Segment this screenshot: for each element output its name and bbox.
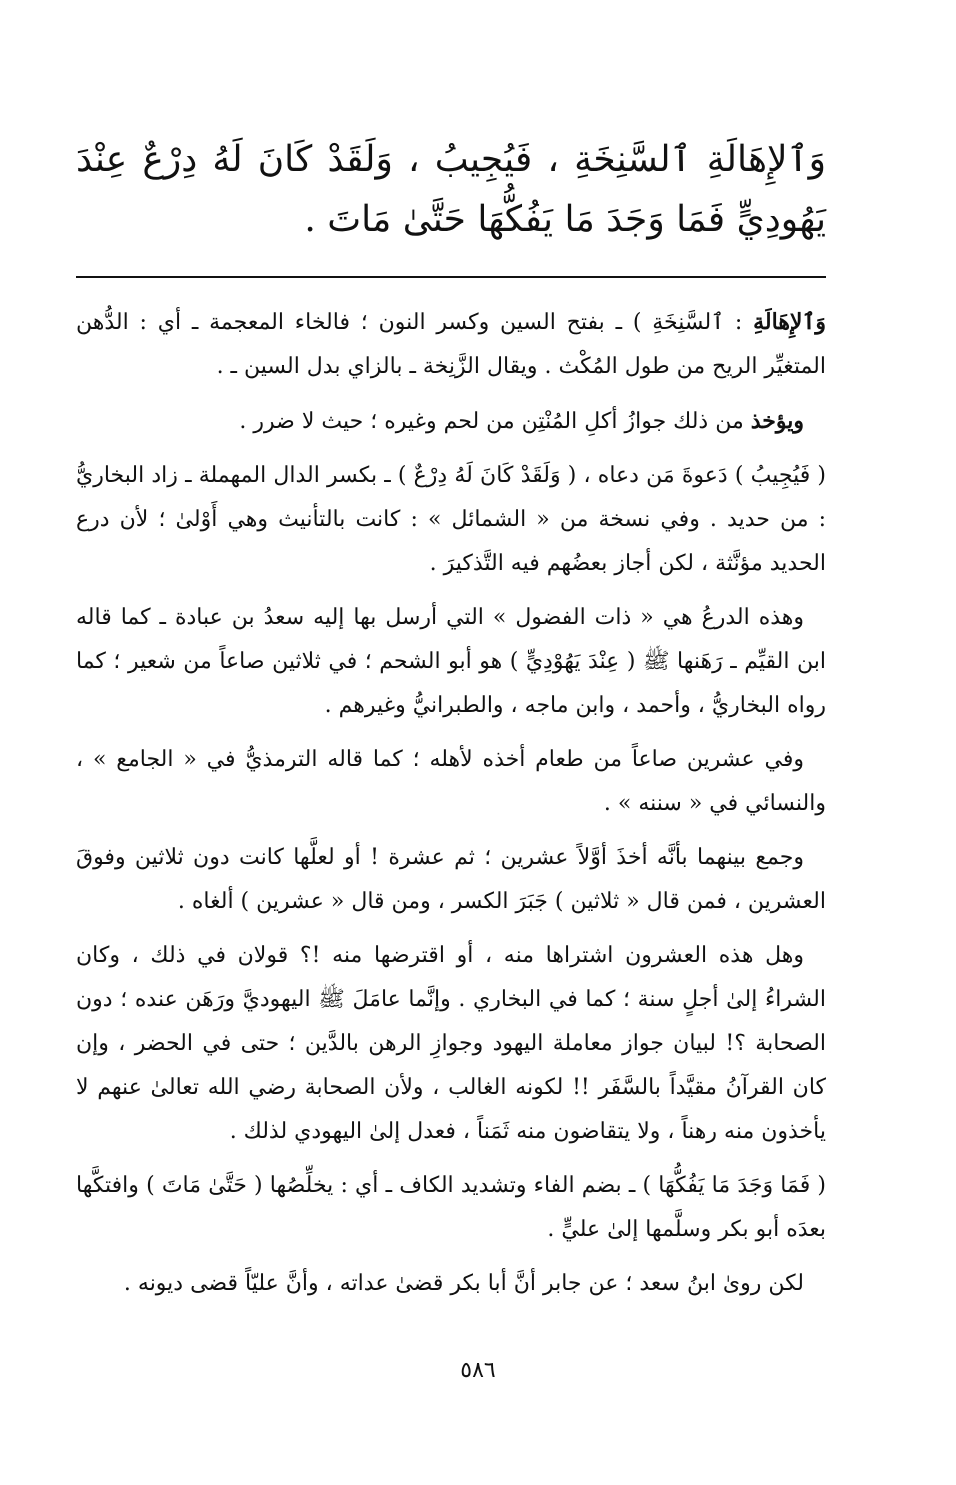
divider-line: [76, 276, 826, 278]
paragraph-text: وهذه الدرعُ هي « ذات الفضول » التي أرسل بها إليه سعدُ بن عبادة ـ كما قاله ابن القيِّم ـ رَهَنها ﷺ ( عِنْدَ يَهُوْدِيٍّ ) هو أبو الشحم ؛ في ثلاثين صاعاً من شعير ؛ كما رواه البخاريُّ ، وأحمد ، وابن ماجه ، والطبرانيُّ وغيرهم .: [76, 605, 826, 718]
commentary-paragraph-1: [76, 300, 826, 389]
paragraph-text: : ٱلسَّنِخَةِ ) ـ بفتح السين وكسر النون ؛ فالخاء المعجمة ـ أي : الدُّهن المتغيِّر الريح من طول المُكْث . ويقال الزَّنِخة ـ بالزاي بدل السين ـ .: [76, 310, 826, 379]
commentary-paragraph-6: [76, 836, 826, 924]
commentary-paragraph-3: [76, 454, 826, 586]
commentary-paragraph-4: [76, 596, 826, 728]
commentary-paragraph-2: [76, 399, 826, 444]
paragraph-text: وفي عشرين صاعاً من طعام أخذه لأهله ؛ كما قاله الترمذيُّ في « الجامع » ، والنسائي في « سننه » .: [76, 747, 826, 816]
hadith-text: وَٱلإِهَالَةِ ٱلسَّنِخَةِ ، فَيُجِيبُ ، وَلَقَدْ كَانَ لَهُ دِرْعٌ عِنْدَ يَهُودِيٍّ فَمَا وَجَدَ مَا يَفُكُّهَا حَتَّىٰ مَاتَ .: [76, 139, 826, 240]
paragraph-lead: وَٱلإِهَالَةِ: [753, 309, 826, 335]
commentary-block: [76, 300, 826, 1316]
paragraph-text: ( فَمَا وَجَدَ مَا يَفُكُّهَا ) ـ بضم الفاء وتشديد الكاف ـ أي : يخلِّصُها ( حَتَّىٰ مَاتَ ) وافتكَّها بعدَه أبو بكر وسلَّمها إلىٰ عليٍّ .: [76, 1173, 826, 1242]
paragraph-text: لكن روىٰ ابنُ سعد ؛ عن جابر أنَّ أبا بكر قضىٰ عداته ، وأنَّ عليّاً قضى ديونه .: [123, 1271, 804, 1296]
paragraph-text: وجمع بينهما بأنَّه أخذَ أوَّلاً عشرين ؛ ثم عشرة ! أو لعلَّها كانت دون ثلاثين وفوقَ العشرين ، فمن قال « ثلاثين ) جَبَرَ الكسر ، ومن قال « عشرين ) ألغاه .: [76, 845, 826, 914]
commentary-paragraph-9: [76, 1262, 826, 1306]
paragraph-text: من ذلك جوازُ أكلِ المُنْتِن من لحم وغيره ؛ حيث لا ضرر .: [239, 409, 751, 434]
commentary-paragraph-5: [76, 738, 826, 826]
paragraph-lead: ويؤخذ: [750, 408, 804, 434]
hadith-text-block: [76, 130, 826, 250]
page-number: ٥٨٦: [460, 1358, 496, 1383]
paragraph-text: ( فَيُجِيبُ ) دَعوةَ مَن دعاه ، ( وَلَقَدْ كَانَ لَهُ دِرْعٌ ) ـ بكسر الدال المهملة ـ زاد البخاريُّ : من حديد . وفي نسخة من « الشمائل » : كانت بالتأنيث وهي أَوْلىٰ ؛ لأن درع الحديد مؤنَّثة ، لكن أجاز بعضُهم فيه التَّذكيرَ .: [76, 463, 826, 576]
commentary-paragraph-8: [76, 1164, 826, 1252]
commentary-paragraph-7: [76, 934, 826, 1154]
paragraph-text: وهل هذه العشرون اشتراها منه ، أو اقترضها منه !؟ قولان في ذلك ، وكان الشراءُ إلىٰ أجلٍ سنة ؛ كما في البخاري . وإنَّما عامَلَ ﷺ اليهوديَّ ورَهَن عنده ؛ دون الصحابة ؟! لبيان جواز معاملة اليهود وجوازِ الرهن بالدَّين ؛ حتى في الحضر ، وإن كان القرآنُ مقيَّداً بالسَّفَر !! لكونه الغالب ، ولأن الصحابة رضي الله تعالىٰ عنهم لا يأخذون منه رهناً ، ولا يتقاضون منه ثَمَناً ، فعدل إلىٰ اليهودي لذلك .: [76, 943, 826, 1144]
